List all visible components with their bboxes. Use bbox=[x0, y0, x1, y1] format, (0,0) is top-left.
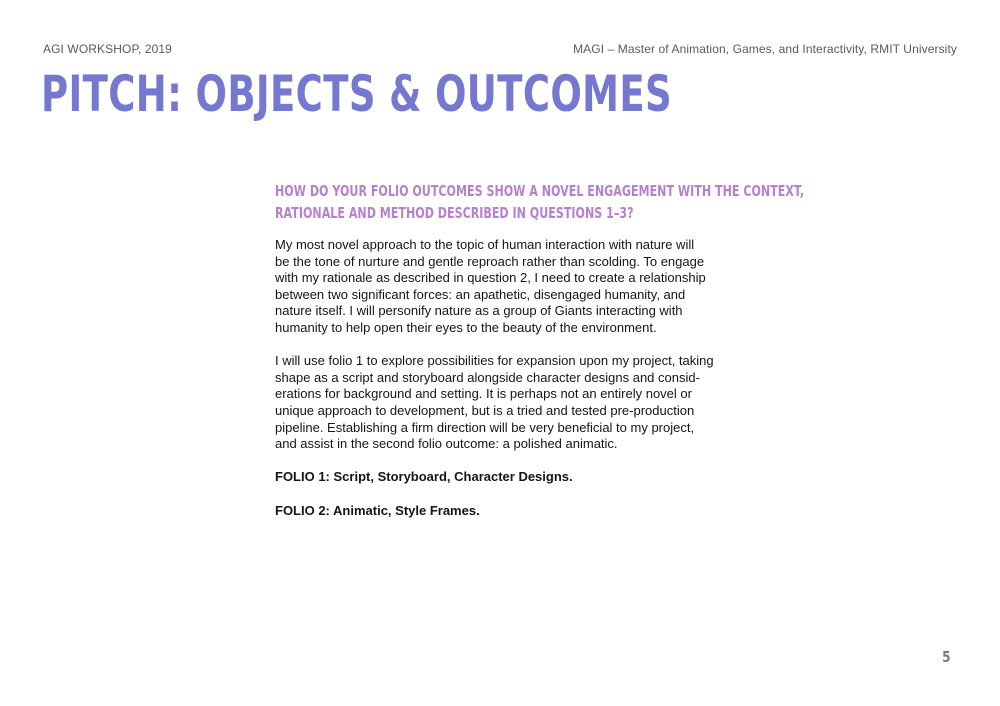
paragraph-line: humanity to help open their eyes to the beauty of the environment. bbox=[275, 319, 657, 335]
question-heading bbox=[275, 180, 805, 224]
paragraph-line: between two significant forces: an apathetic, disengaged humanity, and bbox=[275, 286, 686, 302]
question-line: RATIONALE AND METHOD DESCRIBED IN QUESTIONS 1–3? bbox=[275, 204, 634, 222]
folio-1-outcome bbox=[275, 469, 735, 486]
page-title: PITCH: OBJECTS & OUTCOMES bbox=[41, 65, 673, 123]
folio-line: FOLIO 2: Animatic, Style Frames. bbox=[275, 502, 480, 518]
paragraph-line: unique approach to development, but is a tried and tested pre-production bbox=[275, 402, 695, 418]
paragraph-line: shape as a script and storyboard alongside character designs and consid- bbox=[275, 369, 700, 385]
paragraph-line: pipeline. Establishing a firm direction will be very beneficial to my project, bbox=[275, 419, 695, 435]
question-line: HOW DO YOUR FOLIO OUTCOMES SHOW A NOVEL ENGAGEMENT WITH THE CONTEXT, bbox=[275, 182, 805, 200]
folio-line: FOLIO 1: Script, Storyboard, Character Designs. bbox=[275, 469, 573, 485]
page-number: 5 bbox=[941, 648, 950, 666]
paragraph-approach bbox=[275, 237, 735, 337]
paragraph-line: and assist in the second folio outcome: a polished animatic. bbox=[275, 436, 618, 452]
header-workshop-label: AGI WORKSHOP, 2019 bbox=[43, 42, 172, 56]
body-text bbox=[275, 237, 735, 536]
paragraph-line: My most novel approach to the topic of human interaction with nature will bbox=[275, 237, 695, 252]
folio-2-outcome bbox=[275, 503, 735, 520]
paragraph-line: I will use folio 1 to explore possibilities for expansion upon my project, taking bbox=[275, 353, 714, 369]
paragraph-folio-plan bbox=[275, 353, 735, 453]
paragraph-line: with my rationale as described in question 2, I need to create a relationship bbox=[275, 270, 706, 286]
paragraph-line: nature itself. I will personify nature as a group of Giants interacting with bbox=[275, 303, 683, 319]
paragraph-line: erations for background and setting. It is perhaps not an entirely novel or bbox=[275, 386, 692, 402]
paragraph-line: be the tone of nurture and gentle reproach rather than scolding. To engage bbox=[275, 253, 705, 269]
header-program-label: MAGI – Master of Animation, Games, and Interactivity, RMIT University bbox=[573, 42, 957, 56]
